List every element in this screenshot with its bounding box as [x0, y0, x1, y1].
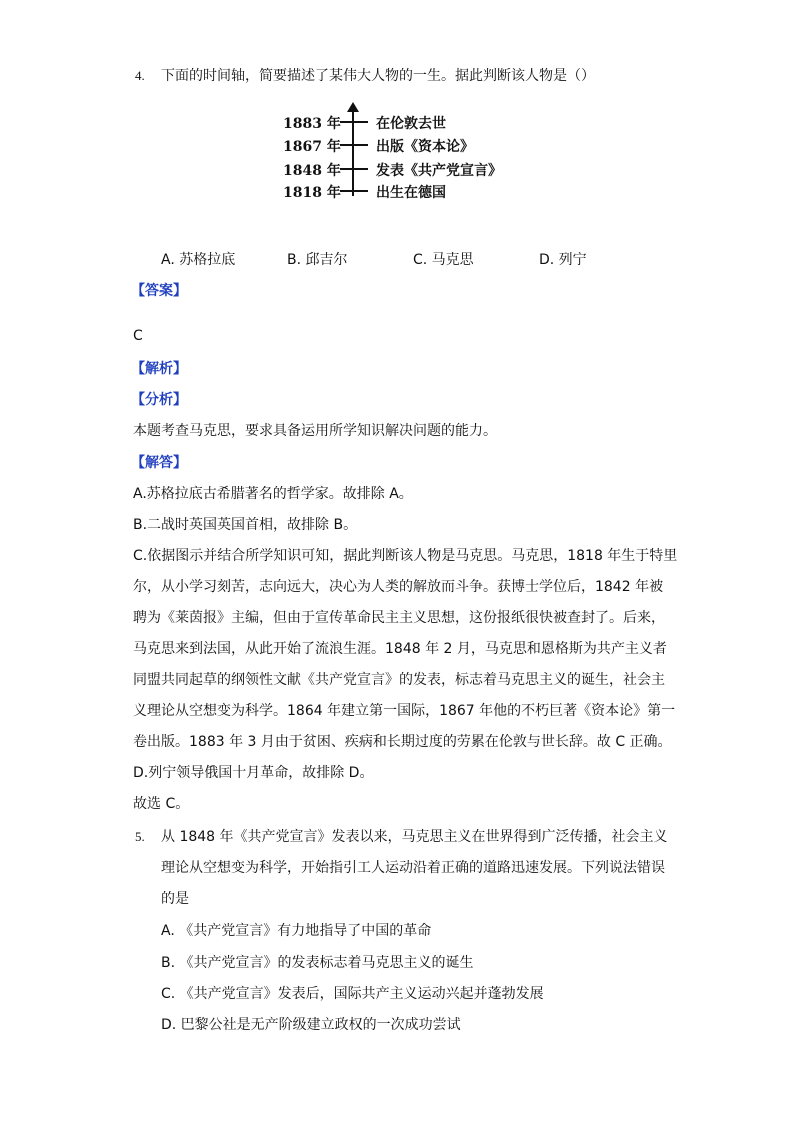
- timeline-event: 发表《共产党宣言》: [376, 163, 502, 179]
- jieda-line: 聘为《莱茵报》主编，但由于宣传革命民主主义思想，这份报纸很快被查封了。后来，: [133, 610, 665, 626]
- jieda-line: 故选 C。: [133, 796, 190, 812]
- jieda-line: B.二战时英国英国首相，故排除 B。: [133, 517, 358, 533]
- q5-option-a: A. 《共产党宣言》有力地指导了中国的革命: [161, 923, 432, 939]
- timeline-tick: [340, 168, 368, 170]
- q5-option-c: C. 《共产党宣言》发表后，国际共产主义运动兴起并蓬勃发展: [161, 986, 544, 1002]
- question-number-4: 4.: [135, 68, 145, 83]
- question-5-stem-line: 从 1848 年《共产党宣言》发表以来，马克思主义在世界得到广泛传播，社会主义: [161, 829, 668, 845]
- question-number-5: 5.: [135, 829, 145, 844]
- q5-option-b: B. 《共产党宣言》的发表标志着马克思主义的诞生: [161, 955, 474, 971]
- timeline-tick: [340, 144, 368, 146]
- option-d: D. 列宁: [539, 252, 587, 268]
- timeline-year: 1818 年: [283, 185, 341, 201]
- timeline-event: 出生在德国: [376, 185, 446, 201]
- timeline-year: 1883 年: [283, 116, 341, 132]
- timeline-tick: [340, 121, 368, 123]
- fenxi-tag: 【分析】: [131, 392, 187, 408]
- fenxi-text: 本题考查马克思，要求具备运用所学知识解决问题的能力。: [133, 423, 497, 439]
- question-4-stem: 下面的时间轴，简要描述了某伟大人物的一生。据此判断该人物是（）: [161, 68, 595, 84]
- jieda-line: 尔，从小学习刻苦，志向远大，决心为人类的解放而斗争。获博士学位后，1842 年被: [133, 579, 664, 595]
- answer-tag: 【答案】: [131, 283, 187, 299]
- jieda-line: 卷出版。1883 年 3 月由于贫困、疾病和长期过度的劳累在伦敦与世长辞。故 C 正确。: [133, 734, 672, 750]
- question-5-stem-line: 理论从空想变为科学，开始指引工人运动沿着正确的道路迅速发展。下列说法错误: [161, 860, 665, 876]
- jieda-line: D.列宁领导俄国十月革命，故排除 D。: [133, 765, 374, 781]
- timeline-year: 1867 年: [283, 139, 341, 155]
- jieda-line: C.依据图示并结合所学知识可知，据此判断该人物是马克思。马克思，1818 年生于特里: [133, 548, 678, 564]
- question-5-stem-line: 的是: [161, 891, 189, 907]
- jieda-line: 义理论从空想变为科学。1864 年建立第一国际，1867 年他的不朽巨著《资本论》第一: [133, 703, 676, 719]
- option-c: C. 马克思: [413, 252, 474, 268]
- timeline-event: 在伦敦去世: [376, 116, 446, 132]
- jieda-line: 马克思来到法国，从此开始了流浪生涯。1848 年 2 月，马克思和恩格斯为共产主义者: [133, 641, 667, 657]
- timeline-year: 1848 年: [283, 163, 341, 179]
- option-a: A. 苏格拉底: [161, 252, 236, 268]
- option-b: B. 邱吉尔: [287, 252, 348, 268]
- jieda-line: A.苏格拉底古希腊著名的哲学家。故排除 A。: [133, 486, 413, 502]
- answer-value: C: [133, 328, 143, 344]
- q5-option-d: D. 巴黎公社是无产阶级建立政权的一次成功尝试: [161, 1017, 461, 1033]
- jieda-line: 同盟共同起草的纲领性文献《共产党宣言》的发表，标志着马克思主义的诞生，社会主: [133, 672, 665, 688]
- jieda-tag: 【解答】: [131, 455, 187, 471]
- timeline-event: 出版《资本论》: [376, 139, 474, 155]
- analysis-tag: 【解析】: [131, 361, 187, 377]
- timeline-tick: [340, 190, 368, 192]
